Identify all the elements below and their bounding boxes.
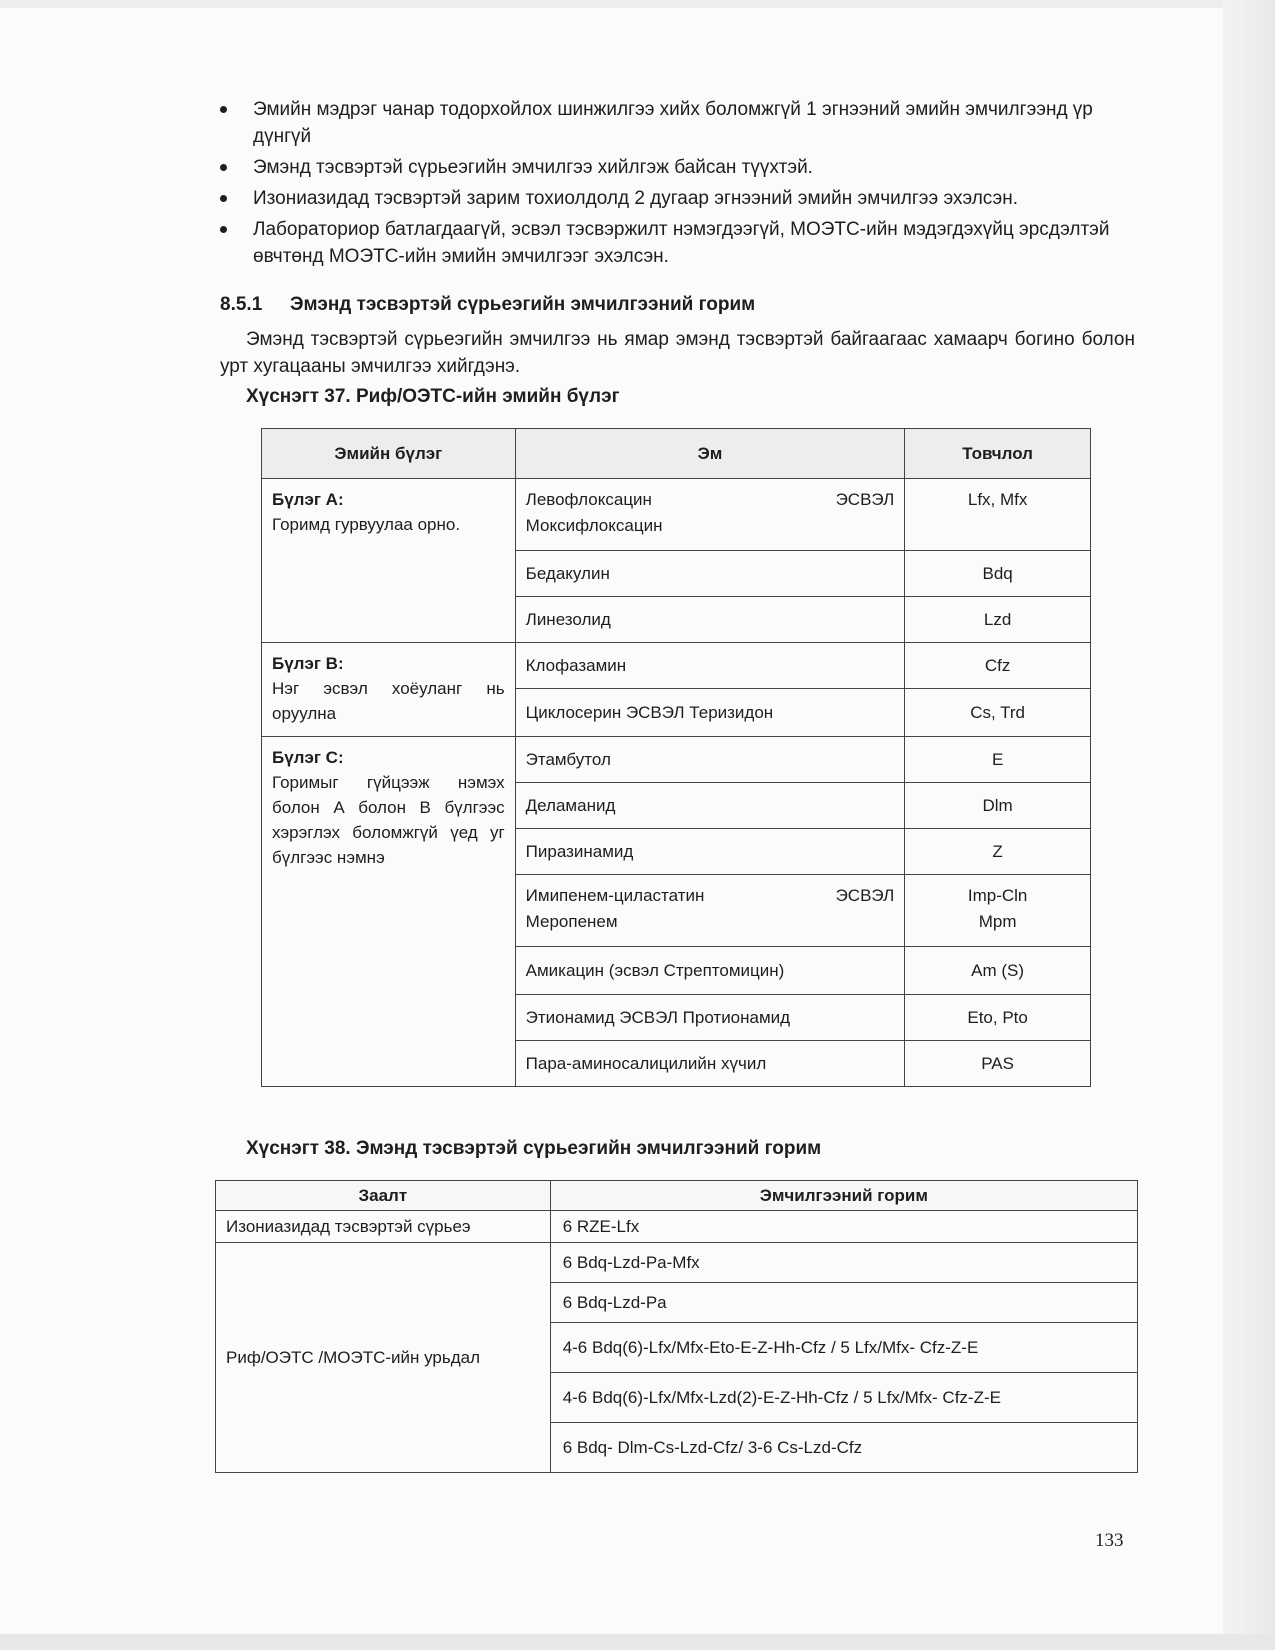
abbr-cell: Eto, Pto: [905, 995, 1091, 1041]
abbr-cell: Am (S): [905, 947, 1091, 995]
bullet-dot-icon: [220, 195, 227, 202]
scan-edge-top: [0, 0, 1275, 8]
section-heading: [220, 294, 755, 316]
drug-group-table: [261, 428, 1091, 1087]
page-number: 133: [1095, 1530, 1124, 1551]
abbr-cell: Lfx, Mfx: [905, 479, 1091, 551]
drug-cell: Пиразинамид: [515, 829, 905, 875]
drug-cell: Амикацин (эсвэл Стрептомицин): [515, 947, 905, 995]
table-row: [262, 479, 1091, 551]
header-regimen: Эмчилгээний горим: [550, 1181, 1137, 1211]
abbr-cell: Cs, Trd: [905, 689, 1091, 737]
table-38-caption: Хүснэгт 38. Эмэнд тэсвэртэй сүрьеэгийн эмчилгээний горим: [246, 1138, 822, 1159]
scan-edge-bottom: [0, 1634, 1275, 1650]
drug-cell: Деламанид: [515, 783, 905, 829]
drug-cell: Линезолид: [515, 597, 905, 643]
table-header-row: [262, 429, 1091, 479]
bullet-item: Лабораториор батлагдаагүй, эсвэл тэсвэржилт нэмэгдээгүй, МОЭТС-ийн мэдэгдэхүйц эрсдэлтэй өвчтөнд МОЭТС-ийн эмийн эмчилгээг эхэлсэн.: [218, 216, 1128, 270]
bullet-item: Эмэнд тэсвэртэй сүрьеэгийн эмчилгээ хийлгэж байсан түүхтэй.: [218, 154, 1128, 181]
drug-cell: Левофлоксацин ЭСВЭЛ Моксифлоксацин: [515, 479, 905, 551]
section-paragraph: Эмэнд тэсвэртэй сүрьеэгийн эмчилгээ нь ямар эмэнд тэсвэртэй байгаагаас хамаарч богино болон урт хугацааны эмчилгээ хийгдэнэ.: [220, 329, 1135, 377]
group-a-title: Бүлэг А:: [272, 490, 344, 509]
group-c-title: Бүлэг С:: [272, 748, 344, 767]
regimen-cell: 4-6 Bdq(6)-Lfx/Mfx-Eto-E-Z-Hh-Cfz / 5 Lfx/Mfx- Cfz-Z-E: [550, 1323, 1137, 1373]
group-a-desc: Горимд гурвуулаа орно.: [272, 515, 461, 534]
header-drug-group: Эмийн бүлэг: [262, 429, 516, 479]
table-row: [216, 1243, 1138, 1283]
bullet-dot-icon: [220, 226, 227, 233]
group-c-cell: [262, 737, 516, 1087]
drug-cell: Бедакулин: [515, 551, 905, 597]
criteria-bullet-list: [218, 96, 1128, 274]
header-indication: Заалт: [216, 1181, 551, 1211]
table-row: [216, 1211, 1138, 1243]
regimen-cell: 6 RZE-Lfx: [550, 1211, 1137, 1243]
group-b-desc: Нэг эсвэл хоёуланг нь оруулна: [272, 679, 505, 723]
abbr-cell: Z: [905, 829, 1091, 875]
group-a-cell: [262, 479, 516, 643]
drug-cell: Клофазамин: [515, 643, 905, 689]
regimen-cell: 6 Bdq-Lzd-Pa: [550, 1283, 1137, 1323]
table-37-caption: Хүснэгт 37. Риф/ОЭТС-ийн эмийн бүлэг: [246, 386, 620, 407]
drug-cell: Имипенем-циластатин ЭСВЭЛ Меропенем: [515, 875, 905, 947]
abbr-cell: Bdq: [905, 551, 1091, 597]
abbr-cell: PAS: [905, 1041, 1091, 1087]
abbr-cell: Imp-Cln Mpm: [905, 875, 1091, 947]
section-number: 8.5.1: [220, 294, 263, 315]
bullet-item: Изониазидад тэсвэртэй зарим тохиолдолд 2 дугаар эгнээний эмийн эмчилгээ эхэлсэн.: [218, 185, 1128, 212]
group-b-cell: [262, 643, 516, 737]
table-header-row: [216, 1181, 1138, 1211]
regimen-cell: 6 Bdq-Lzd-Pa-Mfx: [550, 1243, 1137, 1283]
abbr-cell: Lzd: [905, 597, 1091, 643]
abbr-cell: Dlm: [905, 783, 1091, 829]
regimen-cell: 6 Bdq- Dlm-Cs-Lzd-Cfz/ 3-6 Cs-Lzd-Cfz: [550, 1423, 1137, 1473]
bullet-dot-icon: [220, 164, 227, 171]
drug-cell: Пара-аминосалицилийн хүчил: [515, 1041, 905, 1087]
header-drug: Эм: [515, 429, 905, 479]
table-row: [262, 737, 1091, 783]
group-c-desc: Горимыг гүйцээж нэмэх болон А болон В бүлгээс хэрэглэх боломжгүй үед уг бүлгээс нэмнэ: [272, 773, 505, 867]
regimen-cell: 4-6 Bdq(6)-Lfx/Mfx-Lzd(2)-E-Z-Hh-Cfz / 5 Lfx/Mfx- Cfz-Z-E: [550, 1373, 1137, 1423]
header-abbreviation: Товчлол: [905, 429, 1091, 479]
scan-edge-right: [1223, 0, 1275, 1650]
table-row: [262, 643, 1091, 689]
abbr-cell: E: [905, 737, 1091, 783]
indication-cell: Риф/ОЭТС /МОЭТС-ийн урьдал: [216, 1243, 551, 1473]
bullet-dot-icon: [220, 106, 227, 113]
drug-cell: Этамбутол: [515, 737, 905, 783]
bullet-item: Эмийн мэдрэг чанар тодорхойлох шинжилгээ хийх боломжгүй 1 эгнээний эмийн эмчилгээнд үр дүнгүй: [218, 96, 1128, 150]
abbr-cell: Cfz: [905, 643, 1091, 689]
indication-cell: Изониазидад тэсвэртэй сүрьеэ: [216, 1211, 551, 1243]
drug-cell: Циклосерин ЭСВЭЛ Теризидон: [515, 689, 905, 737]
drug-cell: Этионамид ЭСВЭЛ Протионамид: [515, 995, 905, 1041]
group-b-title: Бүлэг В:: [272, 654, 344, 673]
section-title: Эмэнд тэсвэртэй сүрьеэгийн эмчилгээний горим: [290, 294, 756, 315]
regimen-table: [215, 1180, 1138, 1473]
